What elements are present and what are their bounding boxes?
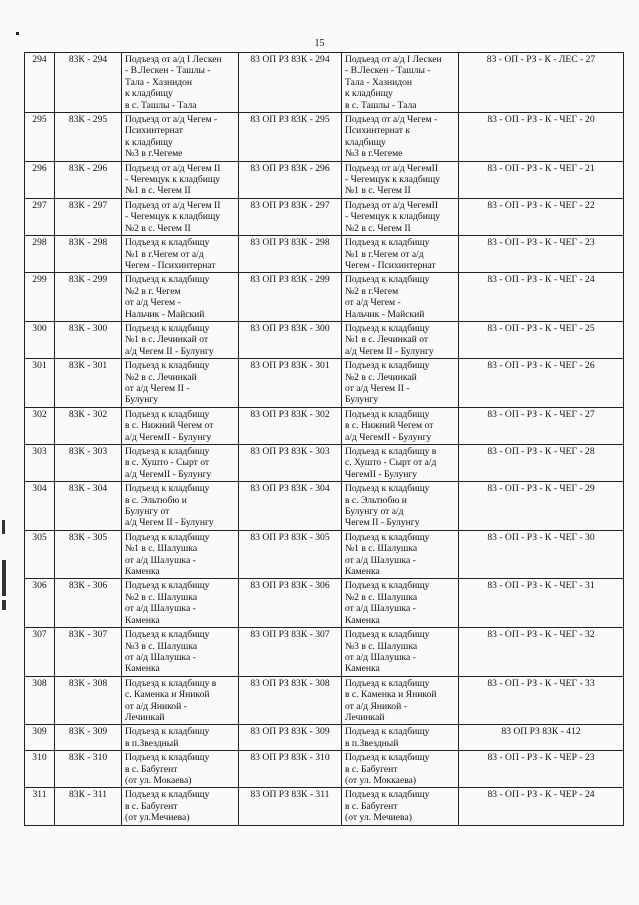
text-line: с. Каменка и Яникой [125,689,210,701]
text-line: Подъезд к кладбищу [125,789,210,801]
text-line: Подъезд к кладбищу [125,752,210,764]
scan-mark [2,560,6,596]
text-line: №1 в с. Чегем II [345,185,411,197]
text-line: в с. Эльтюбю и [125,494,187,506]
text-line: в п.Звездный [345,737,399,749]
text-line: №2 в г.Чегем [345,285,399,297]
text-line: Подъезд к кладбищу [125,446,210,457]
text-line: №2 в г. Чегем [125,285,181,297]
row-number: 302 [25,407,55,444]
road-code: 83К - 299 [55,273,122,322]
table-row [25,579,624,628]
road-code: 83К - 297 [55,198,122,235]
text-line: Подъезд к кладбищу [345,677,430,689]
new-identifier: 83 - ОП - РЗ - К - ЧЕГ - 30 [459,530,624,579]
text-line: Нальчик - Майский [345,308,425,320]
row-number: 303 [25,445,55,482]
road-name-new [342,407,459,444]
text-line: от а/д Яникой - [345,700,407,712]
text-line: Подъезд к кладбищу [345,726,430,738]
road-name-new [342,198,459,235]
text-line: Подъезд к кладбищу [345,360,430,372]
text-line: в с. Нижний Чегем от [125,420,214,432]
new-identifier: 83 - ОП - РЗ - К - ЧЕГ - 26 [459,359,624,408]
table-row [25,751,624,788]
text-line: - Чегемцук к кладбищу [125,174,221,186]
text-line: Подъезд от а/д I Лескен [345,54,442,65]
road-name-new [342,236,459,273]
table-row [25,482,624,531]
row-number: 305 [25,530,55,579]
row-number: 309 [25,725,55,751]
table-row [25,407,624,444]
road-code: 83К - 306 [55,579,122,628]
text-line: Подъезд от а/д Чегем - [125,114,218,126]
road-name [122,751,239,788]
text-line: Подъезд к кладбищу [125,580,210,592]
road-name [122,407,239,444]
text-line: №2 в с. Лечинкай [345,371,417,383]
text-line: Подъезд к кладбищу [345,483,430,495]
text-line: Чегем II - Булунгу [345,517,420,529]
text-line: в с. Эльтюбю и [345,494,407,506]
text-line: №2 в с. Чегем II [125,222,191,234]
new-identifier: 83 - ОП - РЗ - К - ЧЕГ - 31 [459,579,624,628]
table-row [25,236,624,273]
road-code: 83К - 303 [55,445,122,482]
text-line: (от ул.Мечиева) [125,812,190,824]
text-line: Подъезд от а/д Чегем - [345,114,438,126]
text-line: Подъезд к кладбищу [345,789,430,801]
road-code: 83К - 308 [55,676,122,725]
road-registry-table [24,52,624,826]
text-line: Тала - Хазнидон [345,76,413,88]
old-identifier: 83 ОП РЗ 83К - 302 [239,407,342,444]
text-line: №1 в г.Чегем от а/д [345,248,424,260]
row-number: 296 [25,161,55,198]
text-line: в с. Бабугент [125,763,178,775]
new-identifier: 83 - ОП - РЗ - К - ЧЕГ - 24 [459,273,624,322]
old-identifier: 83 ОП РЗ 83К - 309 [239,725,342,751]
text-line: а/д ЧегемII - Булунгу [125,431,212,443]
road-code: 83К - 304 [55,482,122,531]
row-number: 298 [25,236,55,273]
text-line: №1 в с. Шалушка [125,543,198,555]
table-row [25,676,624,725]
road-name [122,359,239,408]
text-line: кладбищу [345,136,386,148]
road-name [122,53,239,113]
road-code: 83К - 307 [55,628,122,677]
table-row [25,359,624,408]
table-row [25,725,624,751]
table-row [25,273,624,322]
old-identifier: 83 ОП РЗ 83К - 301 [239,359,342,408]
table-row [25,198,624,235]
road-name [122,676,239,725]
text-line: а/д Чегем II - Булунгу [125,345,214,357]
road-code: 83К - 301 [55,359,122,408]
text-line: Булунгу от а/д [345,506,404,518]
row-number: 307 [25,628,55,677]
text-line: Каменка [345,614,380,626]
new-identifier: 83 - ОП - РЗ - К - ЧЕГ - 32 [459,628,624,677]
table-row [25,53,624,113]
text-line: Подъезд к кладбищу [345,408,430,420]
text-line: от а/д Шалушка - [345,651,416,663]
scan-mark [2,520,5,534]
text-line: в п.Звездный [125,737,179,749]
text-line: а/д ЧегемII - Булунгу [345,431,432,443]
text-line: Подъезд к кладбищу [125,629,210,641]
road-code: 83К - 309 [55,725,122,751]
new-identifier: 83 - ОП - РЗ - К - ЧЕГ - 21 [459,161,624,198]
road-name-new [342,482,459,531]
text-line: от а/д Шалушка - [345,603,416,615]
row-number: 301 [25,359,55,408]
old-identifier: 83 ОП РЗ 83К - 306 [239,579,342,628]
road-name-new [342,676,459,725]
text-line: Подъезд от а/д I Лескен [125,54,222,65]
old-identifier: 83 ОП РЗ 83К - 295 [239,113,342,162]
text-line: Тала - Хазнидон [125,76,193,88]
text-line: Нальчик - Майский [125,308,205,320]
row-number: 308 [25,676,55,725]
row-number: 306 [25,579,55,628]
text-line: №3 в г.Чегеме [345,148,403,160]
text-line: Каменка [125,614,160,626]
old-identifier: 83 ОП РЗ 83К - 299 [239,273,342,322]
scan-mark [16,32,19,35]
text-line: в с. Нижний Чегем от [345,420,434,432]
road-name-new [342,725,459,751]
road-name [122,788,239,825]
new-identifier: 83 - ОП - РЗ - К - ЧЕГ - 22 [459,198,624,235]
text-line: в с. Каменка и Яникой [345,689,437,701]
row-number: 299 [25,273,55,322]
new-identifier: 83 ОП РЗ 83К - 412 [459,725,624,751]
text-line: от а/д Чегем - [345,297,401,309]
road-name-new [342,751,459,788]
text-line: от а/д Чегем II - [125,382,190,394]
road-name-new [342,788,459,825]
road-code: 83К - 311 [55,788,122,825]
road-name [122,725,239,751]
row-number: 294 [25,53,55,113]
table-row [25,113,624,162]
table-row [25,321,624,358]
road-name-new [342,273,459,322]
text-line: Каменка [125,663,160,675]
table-row [25,161,624,198]
text-line: Лечинкай [125,711,165,723]
text-line: Каменка [345,566,380,578]
text-line: от а/д Чегем II - [345,382,410,394]
new-identifier: 83 - ОП - РЗ - К - ЛЕС - 27 [459,53,624,113]
row-number: 300 [25,321,55,358]
text-line: от а/д Шалушка - [125,651,196,663]
new-identifier: 83 - ОП - РЗ - К - ЧЕГ - 27 [459,407,624,444]
road-name-new [342,628,459,677]
text-line: Подъезд к кладбищу [345,274,430,286]
text-line: Подъезд к кладбищу [125,408,210,420]
text-line: Подъезд к кладбищу [125,237,210,249]
road-name-new [342,113,459,162]
new-identifier: 83 - ОП - РЗ - К - ЧЕГ - 29 [459,482,624,531]
text-line: Подъезд к кладбищу в [125,677,217,689]
text-line: в с. Бабугент [345,800,398,812]
text-line: №2 в с. Шалушка [125,591,198,603]
road-name [122,321,239,358]
text-line: Подъезд от а/д ЧегемII [345,199,439,211]
text-line: Каменка [125,566,160,578]
table-row [25,530,624,579]
text-line: Булунгу [125,394,159,406]
text-line: к кладбищу [125,136,173,148]
text-line: от а/д Яникой - [125,700,187,712]
text-line: к кладбищу [125,88,173,100]
road-name-new [342,445,459,482]
old-identifier: 83 ОП РЗ 83К - 294 [239,53,342,113]
text-line: №1 в с. Чегем II [125,185,191,197]
old-identifier: 83 ОП РЗ 83К - 305 [239,530,342,579]
text-line: Подъезд к кладбищу [125,274,210,286]
text-line: в с. Бабугент [125,800,178,812]
text-line: - Чегемцук к кладбищу [125,211,221,223]
text-line: Подъезд к кладбищу [345,531,430,543]
road-name-new [342,359,459,408]
row-number: 297 [25,198,55,235]
text-line: №1 в с. Шалушка [345,543,418,555]
text-line: а/д Чегем II - Булунгу [125,517,214,529]
old-identifier: 83 ОП РЗ 83К - 307 [239,628,342,677]
road-name [122,628,239,677]
text-line: - Чегемцук к кладбищу [345,174,441,186]
text-line: Психинтернат к [345,125,411,137]
text-line: Подъезд от а/д Чегем II [125,199,221,211]
text-line: Лечинкай [345,711,385,723]
text-line: №3 в г.Чегеме [125,148,183,160]
old-identifier: 83 ОП РЗ 83К - 303 [239,445,342,482]
road-name [122,198,239,235]
old-identifier: 83 ОП РЗ 83К - 300 [239,321,342,358]
text-line: Психинтернат [125,125,183,137]
road-code: 83К - 305 [55,530,122,579]
text-line: (от ул. Мокаева) [125,774,192,786]
text-line: Булунгу [345,394,379,406]
text-line: в с. Ташлы - Тала [125,99,197,111]
road-name [122,113,239,162]
new-identifier: 83 - ОП - РЗ - К - ЧЕГ - 20 [459,113,624,162]
scan-mark [2,600,6,610]
text-line: Булунгу от [125,506,170,518]
text-line: №1 в с. Лечинкай от [345,334,429,346]
text-line: (от ул. Моккаева) [345,774,417,786]
text-line: ЧегемII - Булунгу [345,468,418,480]
text-line: от а/д Шалушка - [125,554,196,566]
road-name [122,273,239,322]
table-row [25,628,624,677]
old-identifier: 83 ОП РЗ 83К - 298 [239,236,342,273]
text-line: Подъезд к кладбищу [345,752,430,764]
text-line: Чегем - Психинтернат [125,259,216,271]
text-line: - Чегемцук к кладбищу [345,211,441,223]
old-identifier: 83 ОП РЗ 83К - 297 [239,198,342,235]
row-number: 311 [25,788,55,825]
road-name [122,236,239,273]
road-name-new [342,161,459,198]
text-line: №3 в с. Шалушка [125,640,198,652]
text-line: Подъезд к кладбищу в [345,446,437,457]
text-line: Подъезд к кладбищу [345,629,430,641]
text-line: а/д Чегем II - Булунгу [345,345,434,357]
text-line: Подъезд к кладбищу [345,237,430,249]
old-identifier: 83 ОП РЗ 83К - 308 [239,676,342,725]
old-identifier: 83 ОП РЗ 83К - 311 [239,788,342,825]
text-line: от а/д Шалушка - [125,603,196,615]
text-line: №3 в с. Шалушка [345,640,418,652]
text-line: - В.Лескен - Ташлы - [345,65,431,77]
road-name-new [342,530,459,579]
new-identifier: 83 - ОП - РЗ - К - ЧЕР - 24 [459,788,624,825]
text-line: Каменка [345,663,380,675]
text-line: а/д ЧегемII - Булунгу [125,468,212,480]
text-line: Подъезд к кладбищу [345,580,430,592]
road-code: 83К - 295 [55,113,122,162]
text-line: Подъезд к кладбищу [125,322,210,334]
text-line: от а/д Шалушка - [345,554,416,566]
text-line: Подъезд от а/д Чегем II [125,162,221,174]
road-name-new [342,321,459,358]
text-line: №2 в с. Шалушка [345,591,418,603]
road-code: 83К - 302 [55,407,122,444]
row-number: 295 [25,113,55,162]
road-name [122,530,239,579]
text-line: с. Хушто - Сырт от а/д [345,457,437,469]
old-identifier: 83 ОП РЗ 83К - 296 [239,161,342,198]
table-body [25,53,624,826]
road-name [122,445,239,482]
text-line: в с. Хушто - Сырт от [125,457,210,469]
old-identifier: 83 ОП РЗ 83К - 310 [239,751,342,788]
row-number: 310 [25,751,55,788]
road-code: 83К - 310 [55,751,122,788]
text-line: Чегем - Психинтернат [345,259,436,271]
road-code: 83К - 300 [55,321,122,358]
row-number: 304 [25,482,55,531]
text-line: в с. Ташлы - Тала [345,99,417,111]
text-line: Подъезд к кладбищу [125,360,210,372]
new-identifier: 83 - ОП - РЗ - К - ЧЕГ - 28 [459,445,624,482]
new-identifier: 83 - ОП - РЗ - К - ЧЕГ - 33 [459,676,624,725]
text-line: (от ул. Мечиева) [345,812,412,824]
road-name [122,161,239,198]
page-number: 15 [314,38,325,49]
text-line: Подъезд к кладбищу [345,322,430,334]
table-row [25,445,624,482]
road-code: 83К - 296 [55,161,122,198]
old-identifier: 83 ОП РЗ 83К - 304 [239,482,342,531]
table-row [25,788,624,825]
road-code: 83К - 294 [55,53,122,113]
text-line: Подъезд к кладбищу [125,726,210,738]
text-line: Подъезд от а/д ЧегемII [345,162,439,174]
text-line: - В.Лескен - Ташлы - [125,65,211,77]
new-identifier: 83 - ОП - РЗ - К - ЧЕР - 23 [459,751,624,788]
text-line: в с. Бабугент [345,763,398,775]
road-name [122,579,239,628]
road-name-new [342,53,459,113]
text-line: от а/д Чегем - [125,297,181,309]
new-identifier: 83 - ОП - РЗ - К - ЧЕГ - 23 [459,236,624,273]
new-identifier: 83 - ОП - РЗ - К - ЧЕГ - 25 [459,321,624,358]
road-name-new [342,579,459,628]
road-code: 83К - 298 [55,236,122,273]
text-line: Подъезд к кладбищу [125,483,210,495]
text-line: №2 в с. Лечинкай [125,371,197,383]
text-line: №1 в г.Чегем от а/д [125,248,204,260]
text-line: №1 в с. Лечинкай от [125,334,209,346]
text-line: к кладбищу [345,88,393,100]
road-name [122,482,239,531]
text-line: Подъезд к кладбищу [125,531,210,543]
text-line: №2 в с. Чегем II [345,222,411,234]
